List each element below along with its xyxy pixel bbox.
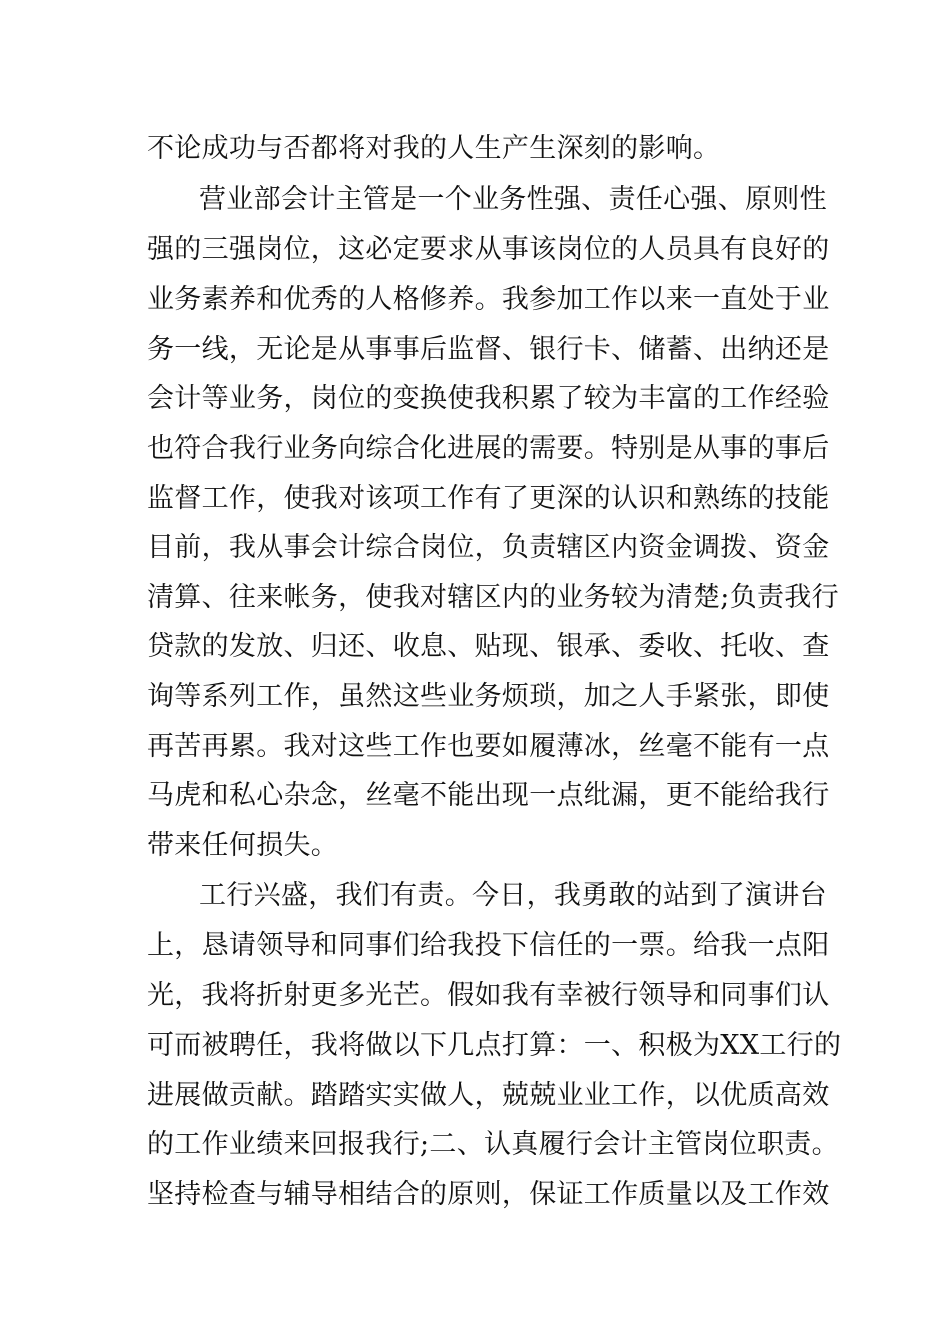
text-line-16: 工行兴盛，我们有责。今日，我勇敢的站到了演讲台 bbox=[199, 880, 827, 911]
text-line-19: 可而被聘任，我将做以下几点打算：一、积极为XX工行的 bbox=[147, 1030, 842, 1061]
text-line-22: 坚持检查与辅导相结合的原则，保证工作质量以及工作效 bbox=[147, 1179, 830, 1210]
text-line-3: 强的三强岗位，这必定要求从事该岗位的人员具有良好的 bbox=[147, 234, 830, 265]
text-line-2: 营业部会计主管是一个业务性强、责任心强、原则性 bbox=[199, 184, 827, 215]
text-line-11: 贷款的发放、归还、收息、贴现、银承、委收、托收、查 bbox=[147, 631, 830, 662]
text-line-18: 光，我将折射更多光芒。假如我有幸被行领导和同事们认 bbox=[147, 980, 830, 1011]
text-line-13: 再苦再累。我对这些工作也要如履薄冰，丝毫不能有一点 bbox=[147, 731, 830, 762]
text-line-5: 务一线，无论是从事事后监督、银行卡、储蓄、出纳还是 bbox=[147, 334, 830, 365]
text-line-6: 会计等业务，岗位的变换使我积累了较为丰富的工作经验 bbox=[147, 383, 830, 414]
text-line-15: 带来任何损失。 bbox=[147, 830, 339, 861]
text-line-20: 进展做贡献。踏踏实实做人，兢兢业业工作，以优质高效 bbox=[147, 1080, 830, 1111]
text-line-1: 不论成功与否都将对我的人生产生深刻的影响。 bbox=[147, 133, 721, 164]
text-line-7: 也符合我行业务向综合化进展的需要。特别是从事的事后 bbox=[147, 433, 830, 464]
text-line-4: 业务素养和优秀的人格修养。我参加工作以来一直处于业 bbox=[147, 284, 830, 315]
text-line-9: 目前，我从事会计综合岗位，负责辖区内资金调拨、资金 bbox=[147, 532, 830, 563]
text-line-10: 清算、往来帐务，使我对辖区内的业务较为清楚;负责我行 bbox=[147, 582, 839, 613]
text-line-21: 的工作业绩来回报我行;二、认真履行会计主管岗位职责。 bbox=[147, 1129, 839, 1160]
text-line-8: 监督工作，使我对该项工作有了更深的认识和熟练的技能 bbox=[147, 483, 830, 514]
text-line-14: 马虎和私心杂念，丝毫不能出现一点纰漏，更不能给我行 bbox=[147, 780, 830, 811]
text-line-12: 询等系列工作，虽然这些业务烦琐，加之人手紧张，即使 bbox=[147, 681, 830, 712]
text-line-17: 上，恳请领导和同事们给我投下信任的一票。给我一点阳 bbox=[147, 930, 830, 961]
